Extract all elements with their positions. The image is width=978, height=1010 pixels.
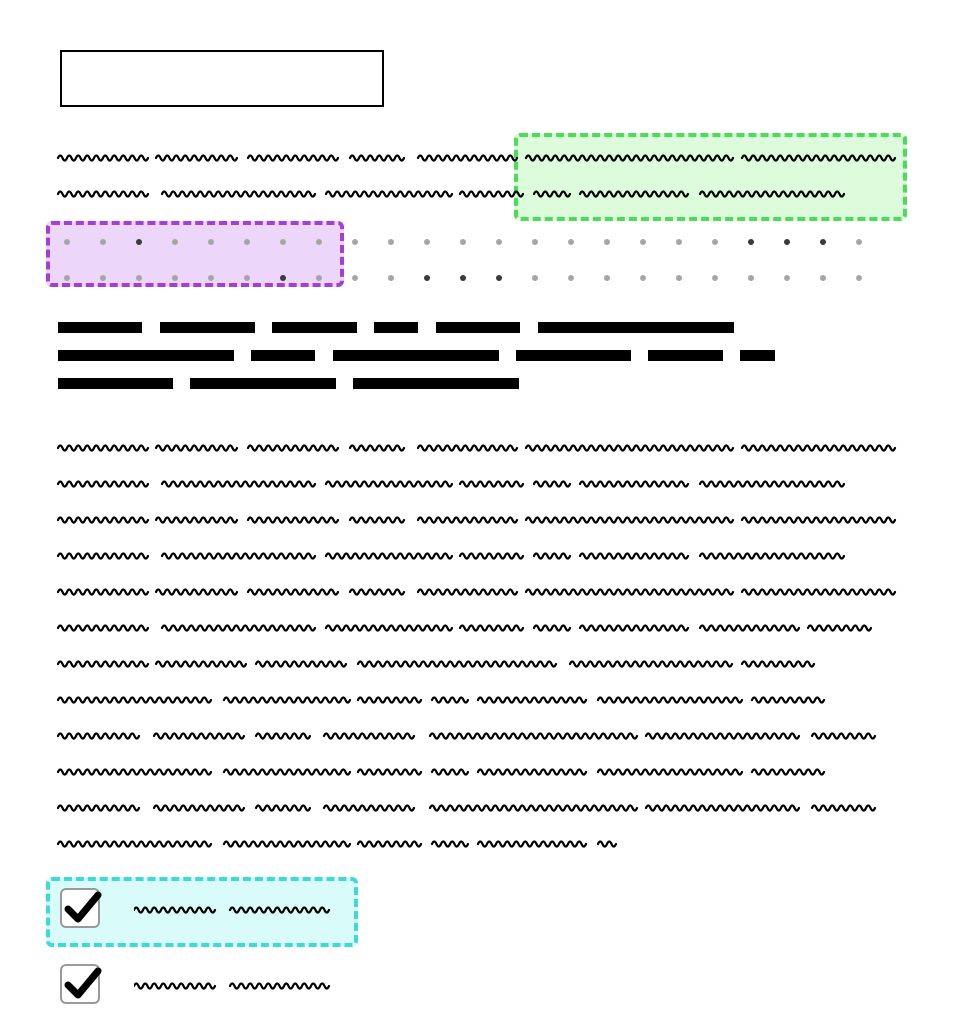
dot <box>676 239 682 245</box>
redacted-bar <box>353 378 519 389</box>
checkbox-label-1-scribble <box>134 900 338 925</box>
body-scribble-line-2 <box>58 474 852 494</box>
highlight-green <box>514 133 907 221</box>
dot <box>496 275 502 281</box>
dot <box>208 239 214 245</box>
dot <box>388 275 394 281</box>
redacted-bar <box>740 350 775 361</box>
dot <box>424 239 430 245</box>
body-scribble-line-3 <box>58 510 908 530</box>
checkbox-2[interactable] <box>60 964 100 1004</box>
dot <box>244 275 250 281</box>
dot <box>856 239 862 245</box>
dot <box>64 275 70 281</box>
dot <box>64 239 70 245</box>
dot <box>208 275 214 281</box>
body-scribble-line-12 <box>58 834 624 854</box>
dot <box>280 275 286 281</box>
redacted-bar <box>190 378 336 389</box>
check-icon <box>64 964 104 1004</box>
dot <box>820 239 826 245</box>
dot <box>532 239 538 245</box>
dot <box>712 239 718 245</box>
body-scribble-line-11 <box>58 798 884 818</box>
checkbox-label-2-scribble <box>134 976 338 1001</box>
checkbox-row-2[interactable] <box>60 964 360 1010</box>
body-scribble-line-5 <box>58 582 908 602</box>
dot <box>172 275 178 281</box>
dot <box>460 275 466 281</box>
dot <box>748 239 754 245</box>
dot <box>784 239 790 245</box>
redacted-bar <box>436 322 520 333</box>
body-scribble-line-6 <box>58 618 886 638</box>
dot <box>712 275 718 281</box>
dot <box>640 239 646 245</box>
dot <box>820 275 826 281</box>
body-scribble-line-10 <box>58 762 838 782</box>
dot <box>244 239 250 245</box>
dot <box>568 239 574 245</box>
dot <box>568 275 574 281</box>
checkbox-row-1[interactable] <box>60 888 360 934</box>
dot <box>136 239 142 245</box>
title-input[interactable] <box>60 50 384 107</box>
dot <box>172 239 178 245</box>
redacted-bar <box>251 350 315 361</box>
redacted-bar <box>58 350 234 361</box>
dot <box>640 275 646 281</box>
redacted-bar <box>58 378 173 389</box>
dot <box>352 239 358 245</box>
dot <box>388 239 394 245</box>
redacted-bar <box>648 350 723 361</box>
dot <box>316 239 322 245</box>
dot <box>604 239 610 245</box>
dot <box>784 275 790 281</box>
body-scribble-line-7 <box>58 654 830 674</box>
dot <box>424 275 430 281</box>
intro-scribble-line-2 <box>58 184 852 204</box>
dot <box>280 239 286 245</box>
redacted-bar <box>516 350 631 361</box>
dot <box>352 275 358 281</box>
dot <box>100 275 106 281</box>
body-scribble-line-9 <box>58 726 884 746</box>
body-scribble-line-4 <box>58 546 852 566</box>
dot <box>604 275 610 281</box>
check-icon <box>64 888 104 928</box>
redacted-bar <box>160 322 255 333</box>
highlight-purple <box>46 221 344 287</box>
dot <box>496 239 502 245</box>
checkbox-1[interactable] <box>60 888 100 928</box>
dot <box>316 275 322 281</box>
dot <box>136 275 142 281</box>
dot <box>532 275 538 281</box>
intro-scribble-line-1 <box>58 148 908 168</box>
dot <box>856 275 862 281</box>
body-scribble-line-8 <box>58 690 838 710</box>
redacted-bar <box>538 322 734 333</box>
redacted-bar <box>272 322 357 333</box>
redacted-bar <box>374 322 418 333</box>
dot <box>676 275 682 281</box>
redacted-bar <box>58 322 142 333</box>
redacted-bar <box>333 350 499 361</box>
dot <box>100 239 106 245</box>
body-scribble-line-1 <box>58 438 908 458</box>
dot <box>460 239 466 245</box>
dot <box>748 275 754 281</box>
